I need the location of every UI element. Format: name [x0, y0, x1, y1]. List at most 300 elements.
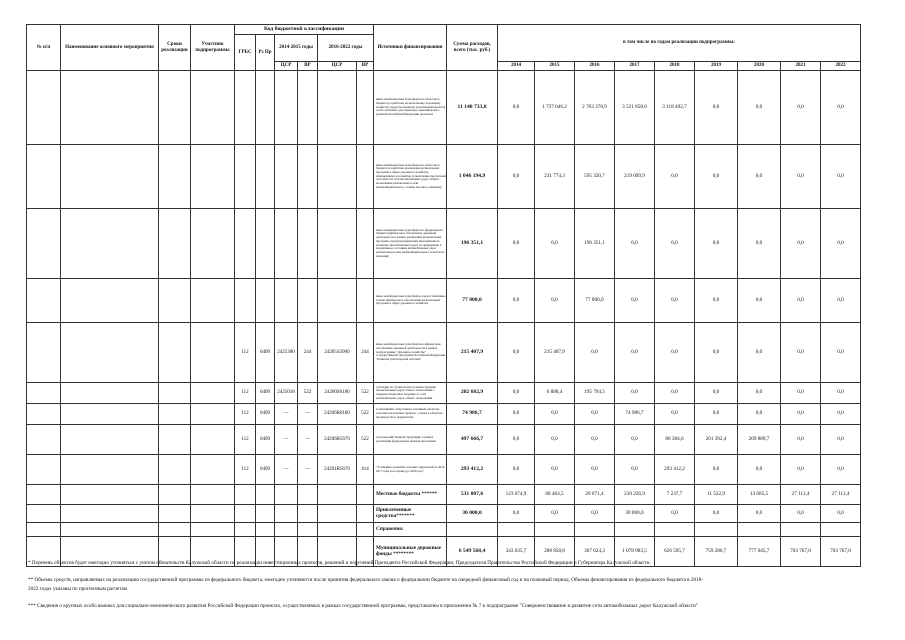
cell-vr1	[298, 279, 318, 323]
cell-vr1	[298, 71, 318, 145]
cell-total: 77 800,0	[447, 279, 498, 323]
cell-year-value: 0,0	[498, 455, 535, 485]
header-vr2: ВР	[357, 62, 374, 71]
cell-year-value	[498, 523, 535, 537]
cell-year-value: 0,0	[615, 425, 655, 455]
cell-num	[27, 455, 61, 485]
cell-year-value	[535, 523, 575, 537]
cell-csr2: 24205S3900	[318, 323, 357, 383]
cell-year-value: 0,0	[575, 505, 615, 523]
cell-term	[159, 145, 191, 209]
cell-vr2	[357, 71, 374, 145]
cell-year-value: 0,0	[695, 71, 738, 145]
cell-year-value: 210 226,9	[615, 485, 655, 505]
cell-csr2: 24201R5670	[318, 455, 357, 485]
cell-csr1	[275, 505, 298, 523]
cell-participant	[191, 279, 235, 323]
cell-grbs	[235, 523, 256, 537]
cell-csr2: 24206R5670	[318, 425, 357, 455]
cell-num	[27, 323, 61, 383]
cell-source: к ближайшим общественно значимым объектам сельских населенных пунктов, а также к объектам производства и переработки	[374, 404, 447, 425]
table-row	[27, 279, 861, 323]
cell-source: "Устойчивое развитие сельских территорий на 2014-2017 годы и на период до 2020 года"	[374, 455, 447, 485]
cell-source: иные межбюджетные трансферты из федерального бюджета (финансовое обеспечение дорожной деятельности в рамках реализации региональных программ, предусматривающих мероприятия по развитию автомобильных дорог по приведению в нормативное состояние автомобильных дорог регионального или межмуниципального и местного значения)	[374, 209, 447, 279]
cell-year-value: 27 112,4	[781, 485, 821, 505]
cell-total: 11 140 733,8	[447, 71, 498, 145]
cell-csr2: 24206R0180	[318, 404, 357, 425]
cell-num	[27, 485, 61, 505]
cell-source: Субсидии на строительство и реконструкцию автомобильных дорог общего пользования с твердым покрытием, ведущих от сети автомобильных дорог общего пользования	[374, 383, 447, 404]
cell-year-value: 0,0	[781, 279, 821, 323]
cell-source: Справочно:	[374, 523, 447, 537]
cell-source: иные межбюджетные трансферты на финансовое обеспечение дорожной деятельности в рамках подпрограммы "Дорожное хозяйство" государственной программы Российской Федерации "Развитие транспортной системы"	[374, 323, 447, 383]
header-rzpr: Рз Пр	[256, 35, 275, 71]
cell-year-value: 196 351,1	[575, 209, 615, 279]
table-row	[27, 209, 861, 279]
header-budget-code: Код бюджетной классификации	[235, 25, 374, 35]
cell-year-value: 231 774,3	[535, 145, 575, 209]
cell-year-value: 0,0	[498, 279, 535, 323]
cell-csr2	[318, 71, 357, 145]
cell-year-value: 0,0	[695, 383, 738, 404]
cell-year-value: 626 595,7	[655, 537, 695, 567]
cell-year-value: 7 237,7	[655, 485, 695, 505]
cell-vr1: 522	[298, 383, 318, 404]
cell-year-value: 0,0	[781, 71, 821, 145]
header-period2: 2016-2022 годы	[318, 35, 374, 62]
cell-year-value: 0,0	[738, 71, 781, 145]
cell-year-value: 0,0	[575, 455, 615, 485]
cell-csr2	[318, 145, 357, 209]
cell-vr1	[298, 505, 318, 523]
cell-term	[159, 279, 191, 323]
cell-year-value: 0,0	[738, 383, 781, 404]
cell-grbs	[235, 145, 256, 209]
cell-year-value: 0,0	[655, 279, 695, 323]
table-row	[27, 71, 861, 145]
cell-vr2: 244	[357, 323, 374, 383]
cell-rzpr	[256, 523, 275, 537]
cell-year-value: 0,0	[575, 404, 615, 425]
cell-year-value	[655, 523, 695, 537]
cell-year-value: 0,0	[781, 404, 821, 425]
cell-year-value: 0,0	[498, 145, 535, 209]
cell-participant	[191, 523, 235, 537]
cell-term	[159, 505, 191, 523]
cell-year-value: 0,0	[535, 505, 575, 523]
cell-vr1: 244	[298, 323, 318, 383]
cell-rzpr: 0409	[256, 455, 275, 485]
cell-year-value: 77 800,0	[575, 279, 615, 323]
header-csr2: ЦСР	[318, 62, 357, 71]
cell-year-value	[738, 523, 781, 537]
cell-year-value: 0,0	[695, 404, 738, 425]
cell-year-value: 0,0	[821, 505, 861, 523]
cell-year-value: 0,0	[695, 279, 738, 323]
cell-csr1: —	[275, 455, 298, 485]
cell-year-value: 0,0	[821, 145, 861, 209]
cell-rzpr	[256, 145, 275, 209]
cell-vr2	[357, 209, 374, 279]
cell-csr1	[275, 523, 298, 537]
cell-year-value: 219 099,9	[615, 145, 655, 209]
cell-year-value: 0,0	[738, 404, 781, 425]
cell-year-value: 0,0	[821, 71, 861, 145]
cell-term	[159, 455, 191, 485]
cell-term	[159, 404, 191, 425]
cell-year-value: 0,0	[655, 505, 695, 523]
cell-num	[27, 425, 61, 455]
cell-csr2	[318, 279, 357, 323]
cell-total: 74 986,7	[447, 404, 498, 425]
cell-term	[159, 425, 191, 455]
cell-name	[61, 505, 159, 523]
cell-grbs	[235, 279, 256, 323]
cell-year-value: 0,0	[498, 404, 535, 425]
cell-year-value: 0,0	[498, 505, 535, 523]
cell-term	[159, 323, 191, 383]
cell-total	[447, 523, 498, 537]
cell-participant	[191, 455, 235, 485]
cell-csr1	[275, 71, 298, 145]
cell-year-value: 30 000,0	[615, 505, 655, 523]
cell-term	[159, 383, 191, 404]
table-row	[27, 323, 861, 383]
cell-year-value	[575, 523, 615, 537]
cell-term	[159, 523, 191, 537]
header-year: 2014	[498, 62, 535, 71]
budget-table-sheet	[26, 24, 861, 567]
cell-grbs	[235, 71, 256, 145]
cell-year-value: 195 794,5	[575, 383, 615, 404]
cell-name	[61, 425, 159, 455]
cell-year-value: 209 889,7	[738, 425, 781, 455]
cell-name	[61, 485, 159, 505]
cell-total: 202 682,9	[447, 383, 498, 404]
cell-year-value	[781, 523, 821, 537]
cell-source: Местные бюджеты ******	[374, 485, 447, 505]
table-row	[27, 404, 861, 425]
cell-year-value: 0,0	[655, 145, 695, 209]
cell-year-value: 0,0	[695, 455, 738, 485]
cell-year-value: 0,0	[498, 323, 535, 383]
cell-source: сельскохозяйственной продукции, в рамках реализации федеральной целевой программы	[374, 425, 447, 455]
cell-source: Муниципальные дорожные фонды ********	[374, 537, 447, 567]
cell-grbs	[235, 505, 256, 523]
cell-year-value: 0,0	[498, 383, 535, 404]
cell-year-value: 0,0	[821, 279, 861, 323]
cell-vr2	[357, 145, 374, 209]
cell-name	[61, 455, 159, 485]
cell-total: 196 351,1	[447, 209, 498, 279]
cell-year-value: 0,0	[738, 209, 781, 279]
cell-source: Привлеченные средства*******	[374, 505, 447, 523]
header-grbs: ГРБС	[235, 35, 256, 71]
header-vr1: ВР	[298, 62, 318, 71]
cell-total: 293 412,2	[447, 455, 498, 485]
cell-participant	[191, 323, 235, 383]
cell-year-value: 0,0	[498, 209, 535, 279]
cell-rzpr	[256, 279, 275, 323]
footnote: *** Сведения о крупных особо важных для социально-экономического развития Российской Федерации проектах, осуществляемых в рамках государственной программы, представлены в приложении № 7 к подпрограмме "Совершенствование и развитие сети автомобильных дорог Калужской области"	[28, 603, 698, 609]
cell-csr2	[318, 523, 357, 537]
cell-total: 215 407,9	[447, 323, 498, 383]
cell-csr2: 24200S0180	[318, 383, 357, 404]
cell-year-value: 0,0	[655, 209, 695, 279]
header-year: 2022	[821, 62, 861, 71]
cell-participant	[191, 505, 235, 523]
cell-vr1	[298, 523, 318, 537]
cell-year-value: 0,0	[695, 209, 738, 279]
table-body	[27, 71, 861, 567]
header-term: Сроки реализации	[159, 25, 191, 71]
cell-csr2	[318, 209, 357, 279]
cell-vr1: —	[298, 425, 318, 455]
cell-source: иные межбюджетные трансферты из областного бюджета (содействие региональному дорожному хозяйству, предусмотренному реализацией проектов особо значимых для социально-экономического развития Российской Федерации проектов)	[374, 71, 447, 145]
cell-year-value: 0,0	[738, 505, 781, 523]
cell-year-value: 0,0	[695, 505, 738, 523]
cell-name	[61, 71, 159, 145]
cell-year-value: 0,0	[781, 145, 821, 209]
cell-year-value: 703 767,0	[821, 537, 861, 567]
cell-year-value: 0,0	[738, 145, 781, 209]
cell-vr2	[357, 505, 374, 523]
table-row	[27, 145, 861, 209]
table-row	[27, 523, 861, 537]
cell-csr1	[275, 145, 298, 209]
footnote: ** Объемы средств, направляемых на реализацию государственной программы из федерального бюджета, ежегодно уточняются после принятия федерального закона о федеральном бюджете на очередной финансовый год и на плановый период. Объемы финансирования из федерального бюджета в 2018-	[28, 577, 704, 583]
cell-csr1: —	[275, 425, 298, 455]
cell-year-value: 288 858,8	[535, 537, 575, 567]
cell-term	[159, 209, 191, 279]
cell-vr2: 522	[357, 383, 374, 404]
cell-csr1	[275, 209, 298, 279]
cell-term	[159, 485, 191, 505]
cell-year-value: 0,0	[821, 404, 861, 425]
cell-source: иные межбюджетные трансферты из областного бюджета (содействие реализации региональных программ в сфере дорожного хозяйства, направленных на развитие и увеличение пропускной способности сети автомобильных дорог общего пользования регионального или межмуниципального, а также местного значения)	[374, 145, 447, 209]
header-by-years: в том числе по годам реализации подпрограммы:	[498, 25, 861, 62]
cell-vr1: —	[298, 404, 318, 425]
cell-year-value: 0,0	[535, 279, 575, 323]
cell-year-value: 20 071,4	[575, 485, 615, 505]
cell-name	[61, 383, 159, 404]
header-csr1: ЦСР	[275, 62, 298, 71]
cell-term	[159, 71, 191, 145]
cell-total: 6 549 568,4	[447, 537, 498, 567]
budget-table	[26, 24, 861, 567]
header-year: 2016	[575, 62, 615, 71]
table-row	[27, 383, 861, 404]
cell-year-value: 0,0	[821, 383, 861, 404]
cell-grbs	[235, 485, 256, 505]
cell-vr2: 522	[357, 404, 374, 425]
cell-csr2	[318, 505, 357, 523]
cell-year-value: 0,0	[535, 209, 575, 279]
cell-name	[61, 209, 159, 279]
cell-year-value: 0,0	[738, 323, 781, 383]
cell-year-value: 68 463,5	[535, 485, 575, 505]
cell-participant	[191, 71, 235, 145]
cell-num	[27, 505, 61, 523]
cell-participant	[191, 404, 235, 425]
header-year: 2019	[695, 62, 738, 71]
cell-rzpr: 0409	[256, 425, 275, 455]
header-sources: Источники финансирования	[374, 25, 447, 71]
cell-year-value: 123 674,9	[498, 485, 535, 505]
cell-participant	[191, 485, 235, 505]
cell-year-value: 0,0	[781, 455, 821, 485]
table-row	[27, 485, 861, 505]
cell-participant	[191, 145, 235, 209]
cell-vr2: 414	[357, 455, 374, 485]
cell-vr2	[357, 523, 374, 537]
cell-source: иные межбюджетные трансферты, предоставляемые в целях финансового обеспечения региональных программ в сфере дорожного хозяйства	[374, 279, 447, 323]
cell-year-value: 0,0	[781, 505, 821, 523]
cell-year-value: 703 767,0	[781, 537, 821, 567]
cell-year-value: 595 320,7	[575, 145, 615, 209]
cell-year-value	[821, 523, 861, 537]
cell-year-value: 0,0	[615, 279, 655, 323]
header-num: № п/п	[27, 25, 61, 71]
header-year: 2021	[781, 62, 821, 71]
cell-vr1	[298, 209, 318, 279]
cell-name	[61, 145, 159, 209]
cell-vr2: 522	[357, 425, 374, 455]
cell-year-value: 0,0	[738, 455, 781, 485]
cell-name	[61, 323, 159, 383]
cell-year-value: 13 685,5	[738, 485, 781, 505]
cell-year-value: 343 635,7	[498, 537, 535, 567]
header-sum: Сумма расходов, всего (тыс. руб.)	[447, 25, 498, 71]
cell-csr1	[275, 279, 298, 323]
cell-year-value: 0,0	[575, 425, 615, 455]
header-period1: 2014-2015 годы	[275, 35, 318, 62]
table-row	[27, 425, 861, 455]
cell-year-value: 0,0	[615, 455, 655, 485]
cell-year-value: 11 522,9	[695, 485, 738, 505]
cell-year-value: 0,0	[498, 425, 535, 455]
header-year: 2020	[738, 62, 781, 71]
cell-year-value: 0,0	[535, 455, 575, 485]
cell-num	[27, 279, 61, 323]
cell-name	[61, 404, 159, 425]
cell-num	[27, 209, 61, 279]
cell-csr1	[275, 485, 298, 505]
cell-year-value: 0,0	[781, 323, 821, 383]
cell-year-value: 1 737 046,2	[535, 71, 575, 145]
cell-year-value: 0,0	[655, 404, 695, 425]
header-year: 2018	[655, 62, 695, 71]
table-row	[27, 455, 861, 485]
cell-year-value: 0,0	[738, 279, 781, 323]
cell-year-value	[695, 523, 738, 537]
cell-vr1	[298, 485, 318, 505]
cell-year-value: 0,0	[781, 425, 821, 455]
cell-num	[27, 523, 61, 537]
cell-total: 497 666,7	[447, 425, 498, 455]
header-participants: Участник подпрограммы	[191, 25, 235, 71]
cell-year-value: 759 280,7	[695, 537, 738, 567]
cell-year-value: 0,0	[821, 425, 861, 455]
cell-year-value: 6 888,4	[535, 383, 575, 404]
cell-grbs: 112	[235, 323, 256, 383]
cell-csr1: 2425018	[275, 383, 298, 404]
footnote: 2022 годах указаны по прогнозным расчетам	[28, 586, 128, 592]
cell-year-value: 0,0	[655, 383, 695, 404]
cell-rzpr	[256, 209, 275, 279]
header-year: 2017	[615, 62, 655, 71]
cell-num	[27, 383, 61, 404]
cell-year-value: 0,0	[781, 383, 821, 404]
cell-vr1: —	[298, 455, 318, 485]
table-row	[27, 505, 861, 523]
cell-year-value: 0,0	[615, 209, 655, 279]
cell-year-value: 367 624,3	[575, 537, 615, 567]
cell-participant	[191, 209, 235, 279]
header-name: Наименование основного мероприятия	[61, 25, 159, 71]
cell-grbs	[235, 209, 256, 279]
cell-year-value: 0,0	[535, 404, 575, 425]
cell-year-value: 0,0	[575, 323, 615, 383]
cell-year-value: 215 407,9	[535, 323, 575, 383]
cell-csr1: 2425300	[275, 323, 298, 383]
cell-rzpr	[256, 71, 275, 145]
cell-participant	[191, 425, 235, 455]
cell-grbs: 112	[235, 455, 256, 485]
cell-year-value: 0,0	[695, 145, 738, 209]
cell-csr1: —	[275, 404, 298, 425]
cell-year-value: 0,0	[781, 209, 821, 279]
cell-grbs: 112	[235, 383, 256, 404]
cell-year-value	[615, 523, 655, 537]
cell-rzpr: 0409	[256, 323, 275, 383]
cell-year-value: 777 045,7	[738, 537, 781, 567]
cell-grbs: 112	[235, 425, 256, 455]
cell-year-value: 74 986,7	[615, 404, 655, 425]
cell-year-value: 1 078 983,5	[615, 537, 655, 567]
cell-name	[61, 523, 159, 537]
cell-year-value: 3 118 492,7	[655, 71, 695, 145]
cell-total: 531 087,6	[447, 485, 498, 505]
cell-rzpr: 0409	[256, 404, 275, 425]
cell-year-value: 3 521 858,0	[615, 71, 655, 145]
cell-year-value: 0,0	[821, 209, 861, 279]
cell-year-value: 0,0	[615, 323, 655, 383]
cell-year-value: 0,0	[615, 383, 655, 404]
cell-num	[27, 145, 61, 209]
cell-num	[27, 404, 61, 425]
cell-rzpr	[256, 485, 275, 505]
cell-year-value: 0,0	[498, 71, 535, 145]
cell-year-value: 0,0	[821, 455, 861, 485]
cell-participant	[191, 383, 235, 404]
cell-total: 30 000,0	[447, 505, 498, 523]
cell-vr2	[357, 279, 374, 323]
cell-year-value: 201 392,4	[695, 425, 738, 455]
cell-total: 1 046 194,9	[447, 145, 498, 209]
cell-num	[27, 71, 61, 145]
cell-rzpr	[256, 505, 275, 523]
footnote: * Перечень объектов будет ежегодно уточняться с учетом обязательств Калужской области по реализации инвестиционных проектов, решений и поручений Президента Российской Федерации, Председателя Правительства Российской Федерации и Губернатора Калужской области.	[28, 560, 651, 566]
cell-year-value: 27 112,4	[821, 485, 861, 505]
cell-name	[61, 279, 159, 323]
cell-vr1	[298, 145, 318, 209]
cell-year-value: 2 763 376,9	[575, 71, 615, 145]
cell-vr2	[357, 485, 374, 505]
cell-rzpr: 0409	[256, 383, 275, 404]
cell-year-value: 86 384,6	[655, 425, 695, 455]
cell-year-value: 0,0	[821, 323, 861, 383]
